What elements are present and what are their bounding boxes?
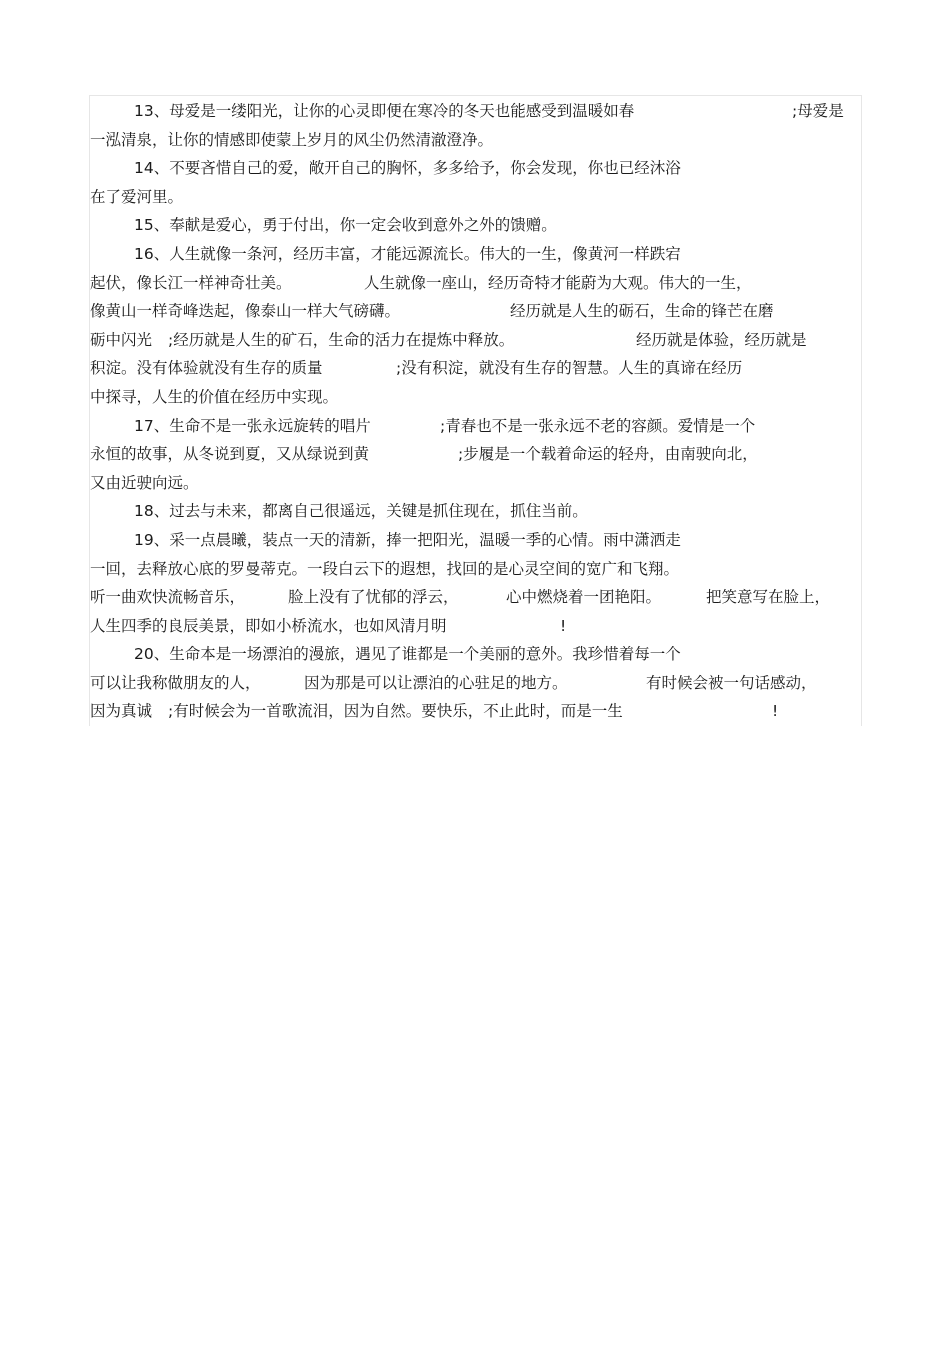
- text-segment: 经历就是人生的砺石，生命的锋芒在磨: [510, 302, 774, 321]
- text-line: [90, 412, 858, 441]
- text-segment: ;没有积淀，就没有生存的智慧。人生的真谛在经历: [396, 359, 743, 378]
- text-segment: 15、奉献是爱心，勇于付出，你一定会收到意外之外的馈赠。: [134, 216, 557, 235]
- text-segment: 脸上没有了忧郁的浮云，: [288, 588, 459, 607]
- text-segment: 起伏，像长江一样神奇壮美。: [90, 273, 292, 292]
- text-line: [90, 97, 858, 126]
- text-segment: 像黄山一样奇峰迭起，像泰山一样大气磅礴。: [90, 302, 401, 321]
- text-segment: ;青春也不是一张永远不老的容颜。爱情是一个: [440, 416, 756, 435]
- text-segment: ;步履是一个载着命运的轻舟，由南驶向北，: [458, 445, 758, 464]
- text-segment: 又由近驶向远。: [90, 473, 199, 492]
- text-segment: 14、不要吝惜自己的爱，敞开自己的胸怀，多多给予，你会发现，你也已经沐浴: [134, 159, 681, 178]
- text-segment: 永恒的故事，从冬说到夏，又从绿说到黄: [90, 445, 370, 464]
- text-line: [90, 383, 858, 412]
- text-segment: 人生就像一座山，经历奇特才能蔚为大观。伟大的一生，: [364, 273, 752, 292]
- text-segment: 在了爱河里。: [90, 187, 184, 206]
- text-segment: 19、采一点晨曦，装点一天的清新，捧一把阳光，温暖一季的心情。雨中潇洒走: [134, 530, 681, 549]
- document-body: [90, 97, 858, 726]
- text-segment: 18、过去与未来，都离自己很遥远，关键是抓住现在，抓住当前。: [134, 502, 588, 521]
- text-segment: 心中燃烧着一团艳阳。: [506, 588, 662, 607]
- text-line: [90, 326, 858, 355]
- text-line: [90, 526, 858, 555]
- text-line: [90, 612, 858, 641]
- text-line: [90, 640, 858, 669]
- text-segment: 中探寻，人生的价值在经历中实现。: [90, 387, 339, 406]
- text-line: [90, 469, 858, 498]
- text-segment: !: [772, 702, 779, 721]
- text-segment: 20、生命本是一场漂泊的漫旅，遇见了谁都是一个美丽的意外。我珍惜着每一个: [134, 645, 681, 664]
- text-line: [90, 697, 858, 726]
- text-segment: 16、人生就像一条河，经历丰富，才能远源流长。伟大的一生，像黄河一样跌宕: [134, 244, 681, 263]
- text-segment: 把笑意写在脸上，: [706, 588, 831, 607]
- text-line: [90, 440, 858, 469]
- text-segment: 17、生命不是一张永远旋转的唱片: [134, 416, 371, 435]
- text-line: [90, 211, 858, 240]
- text-segment: 一泓清泉，让你的情感即使蒙上岁月的风尘仍然清澈澄净。: [90, 130, 494, 149]
- text-line: [90, 154, 858, 183]
- text-segment: 可以让我称做朋友的人，: [90, 673, 261, 692]
- text-line: [90, 183, 858, 212]
- text-segment: 积淀。没有体验就没有生存的质量: [90, 359, 323, 378]
- text-segment: ;经历就是人生的矿石，生命的活力在提炼中释放。: [168, 330, 515, 349]
- text-line: [90, 583, 858, 612]
- text-line: [90, 126, 858, 155]
- text-segment: ;母爱是: [792, 102, 844, 120]
- text-segment: 砺中闪光: [90, 330, 153, 349]
- text-segment: 人生四季的良辰美景，即如小桥流水，也如风清月明: [90, 616, 447, 635]
- text-segment: 经历就是体验，经历就是: [636, 330, 807, 349]
- text-line: [90, 497, 858, 526]
- text-segment: 听一曲欢快流畅音乐，: [90, 588, 246, 607]
- text-line: [90, 555, 858, 584]
- text-line: [90, 669, 858, 698]
- text-line: [90, 240, 858, 269]
- text-segment: !: [560, 616, 567, 635]
- text-segment: ;有时候会为一首歌流泪，因为自然。要快乐，不止此时，而是一生: [168, 702, 623, 721]
- text-line: [90, 297, 858, 326]
- text-segment: 13、母爱是一缕阳光，让你的心灵即便在寒冷的冬天也能感受到温暖如春: [134, 102, 635, 120]
- text-segment: 因为那是可以让漂泊的心驻足的地方。: [304, 673, 568, 692]
- text-segment: 一回，去释放心底的罗曼蒂克。一段白云下的遐想，找回的是心灵空间的宽广和飞翔。: [90, 559, 680, 578]
- text-segment: 因为真诚: [90, 702, 153, 721]
- text-segment: 有时候会被一句话感动，: [646, 673, 817, 692]
- text-line: [90, 354, 858, 383]
- text-line: [90, 269, 858, 298]
